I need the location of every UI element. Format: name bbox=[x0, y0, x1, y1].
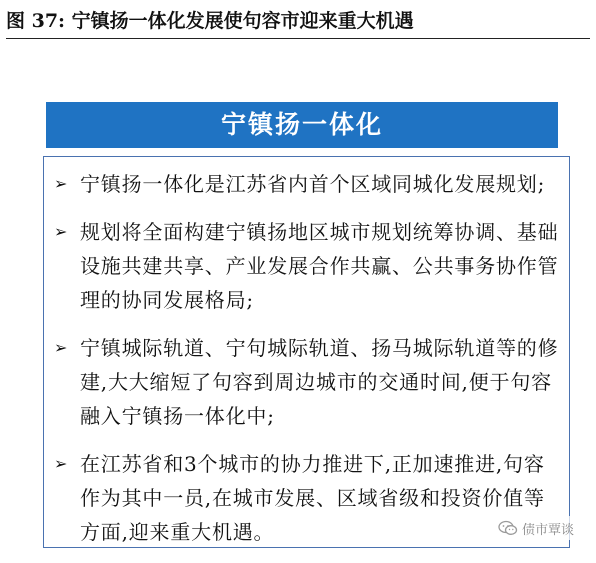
arrow-bullet-icon: ➢ bbox=[54, 222, 69, 241]
figure-title: 图 37: 宁镇扬一体化发展使句容市迎来重大机遇 bbox=[6, 4, 590, 39]
wechat-icon bbox=[498, 520, 518, 536]
content-panel bbox=[43, 156, 570, 548]
arrow-bullet-icon: ➢ bbox=[54, 174, 69, 193]
bullet-text: 规划将全面构建宁镇扬地区城市规划统筹协调、基础设施共建共享、产业发展合作共赢、公共事务协作管理的协同发展格局; bbox=[80, 220, 559, 312]
bullet-item bbox=[54, 167, 561, 201]
section-banner: 宁镇扬一体化 bbox=[46, 102, 558, 148]
arrow-bullet-icon: ➢ bbox=[54, 454, 69, 473]
bullet-item bbox=[54, 447, 561, 549]
bullet-item bbox=[54, 215, 561, 317]
bullet-text: 宁镇扬一体化是江苏省内首个区域同城化发展规划; bbox=[80, 172, 546, 196]
bullet-item bbox=[54, 331, 561, 433]
bullet-text: 宁镇城际轨道、宁句城际轨道、扬马城际轨道等的修建,大大缩短了句容到周边城市的交通时间,便于句容融入宁镇扬一体化中; bbox=[80, 336, 559, 428]
arrow-bullet-icon: ➢ bbox=[54, 338, 69, 357]
bullet-text: 在江苏省和3个城市的协力推进下,正加速推进,句容作为其中一员,在城市发展、区域省级和投资价值等方面,迎来重大机遇。 bbox=[80, 452, 545, 544]
watermark-label: 债市覃谈 bbox=[522, 522, 575, 538]
bullet-list bbox=[54, 167, 561, 563]
watermark bbox=[498, 516, 590, 540]
